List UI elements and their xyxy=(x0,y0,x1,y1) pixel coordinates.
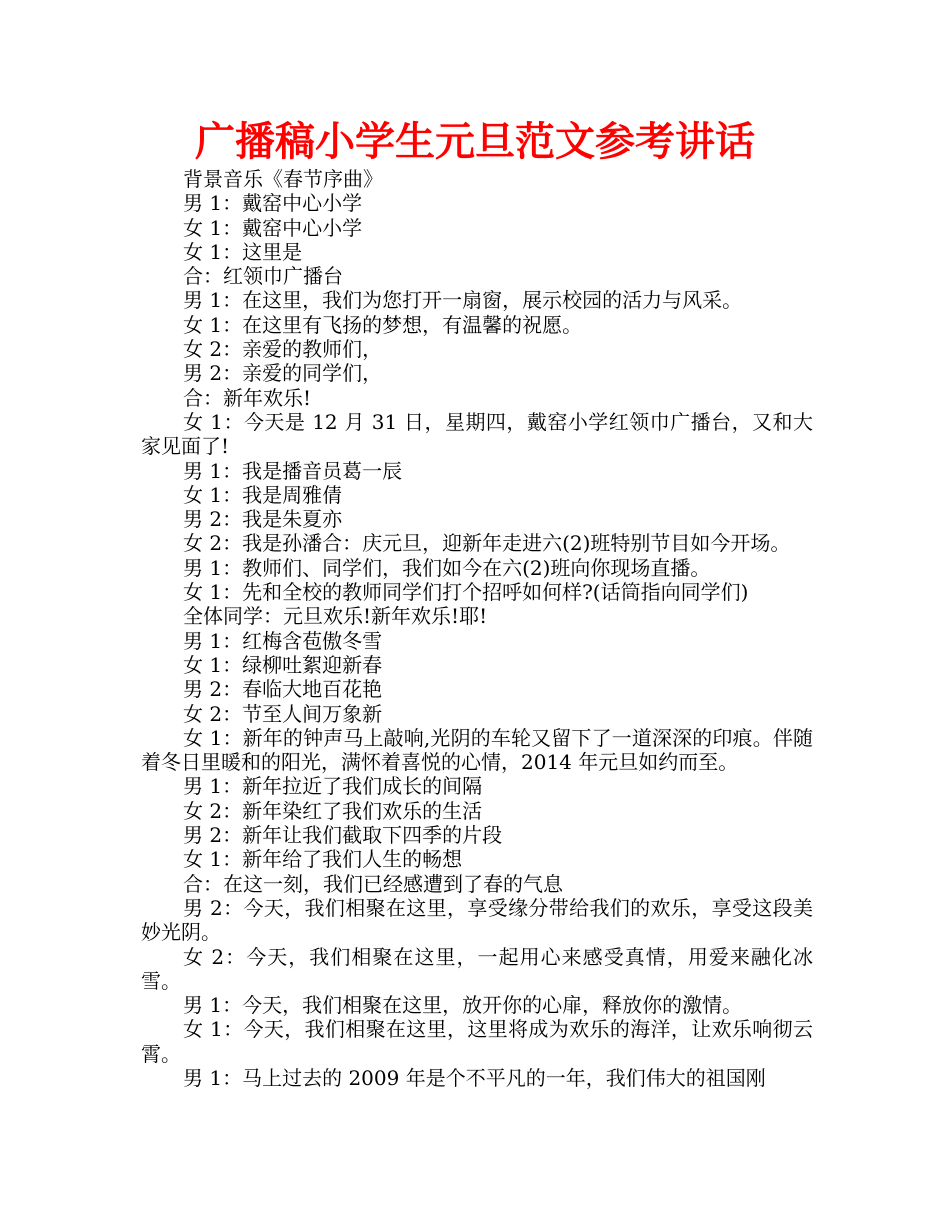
paragraph: 男 2：我是朱夏亦 xyxy=(183,507,343,532)
paragraph: 女 1：新年给了我们人生的畅想 xyxy=(183,847,463,872)
paragraph: 女 2：节至人间万象新 xyxy=(183,701,383,726)
paragraph: 女 2：新年染红了我们欢乐的生活 xyxy=(183,798,483,823)
paragraph: 女 2：我是孙潘合：庆元旦，迎新年走进六(2)班特别节目如今开场。 xyxy=(183,531,791,556)
paragraph: 女 1：这里是 xyxy=(183,239,303,264)
paragraph: 女 1：戴窑中心小学 xyxy=(183,215,363,240)
paragraph: 合：在这一刻，我们已经感遭到了春的气息 xyxy=(183,871,563,896)
paragraph: 男 1：在这里，我们为您打开一扇窗，展示校园的活力与风采。 xyxy=(183,288,743,313)
paragraph: 女 1：绿柳吐絮迎新春 xyxy=(183,652,383,677)
paragraph: 男 1：戴窑中心小学 xyxy=(183,191,363,216)
paragraph: 女 1：先和全校的教师同学们打个招呼如何样?(话筒指向同学们) xyxy=(183,580,749,605)
paragraph: 女 1：在这里有飞扬的梦想，有温馨的祝愿。 xyxy=(183,312,583,337)
paragraph: 男 1：红梅含苞傲冬雪 xyxy=(183,628,383,653)
paragraph: 女 2：亲爱的教师们， xyxy=(183,337,383,362)
paragraph: 全体同学：元旦欢乐!新年欢乐!耶! xyxy=(183,604,488,629)
paragraph: 男 2：新年让我们截取下四季的片段 xyxy=(183,823,503,848)
paragraph: 女 1：今天是 12 月 31 日，星期四，戴窑小学红领巾广播台，又和大家见面了! xyxy=(141,409,813,459)
paragraph: 男 2：亲爱的同学们， xyxy=(183,361,383,386)
paragraph: 女 2：今天，我们相聚在这里，一起用心来感受真情，用爱来融化冰雪。 xyxy=(141,944,813,993)
paragraph: 男 1：新年拉近了我们成长的间隔 xyxy=(183,774,483,799)
paragraph: 男 1：今天，我们相聚在这里，放开你的心扉，释放你的激情。 xyxy=(183,993,743,1018)
paragraph: 背景音乐《春节序曲》 xyxy=(183,167,383,191)
paragraph: 合：新年欢乐! xyxy=(183,385,312,410)
paragraph: 合：红领巾广播台 xyxy=(183,264,343,289)
document-body xyxy=(141,167,813,1090)
document-title: 广播稿小学生元旦范文参考讲话 xyxy=(195,118,755,165)
paragraph: 男 1：马上过去的 2009 年是个不平凡的一年，我们伟大的祖国刚 xyxy=(183,1065,766,1090)
paragraph: 男 2：今天，我们相聚在这里，享受缘分带给我们的欢乐，享受这段美妙光阴。 xyxy=(141,895,813,945)
paragraph: 男 1：我是播音员葛一辰 xyxy=(183,458,403,483)
paragraph: 男 2：春临大地百花艳 xyxy=(183,677,383,702)
paragraph: 女 1：新年的钟声马上敲响,光阴的车轮又留下了一道深深的印痕。伴随着冬日里暖和的阳光，满怀着喜悦的心情，2014 年元旦如约而至。 xyxy=(141,725,813,775)
paragraph: 女 1：我是周雅倩 xyxy=(183,482,343,507)
paragraph: 男 1：教师们、同学们，我们如今在六(2)班向你现场直播。 xyxy=(183,555,711,580)
paragraph: 女 1：今天，我们相聚在这里，这里将成为欢乐的海洋，让欢乐响彻云霄。 xyxy=(141,1017,813,1066)
